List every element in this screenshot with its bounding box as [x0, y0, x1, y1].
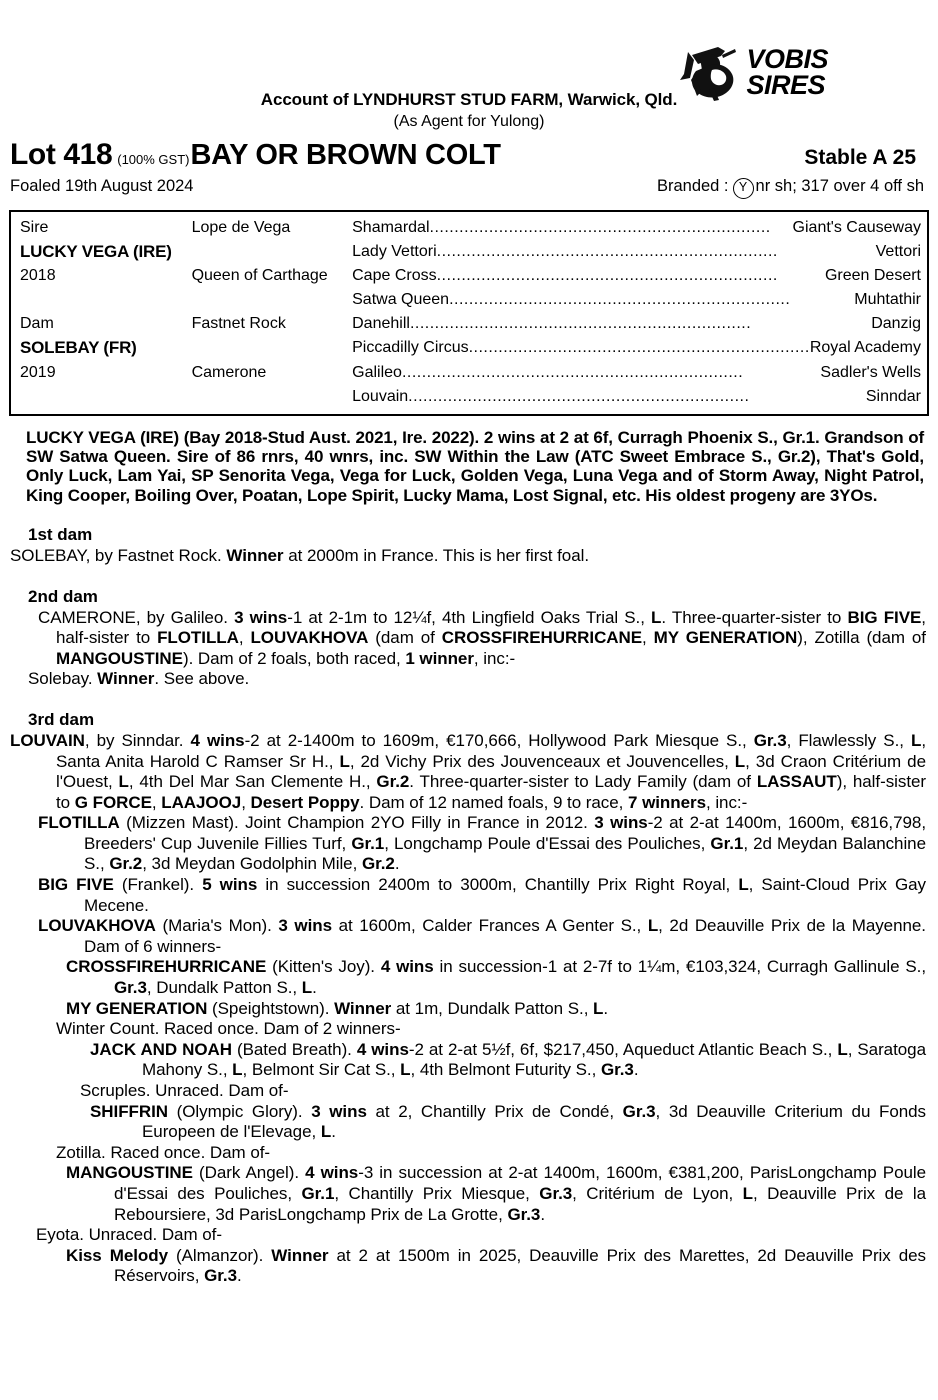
progeny-entry: LOUVAKHOVA (Maria's Mon). 3 wins at 1600m, Calder Frances A Genter S., L, 2d Deauville Prix de la Mayenne. Dam of 6 winners- — [38, 916, 926, 956]
agent-line: (As Agent for Yulong) — [393, 113, 545, 130]
logo-wordmark — [746, 44, 828, 100]
gp-row — [352, 336, 921, 360]
gp-b: Muhtathir — [854, 291, 921, 309]
progeny-entry: MANGOUSTINE (Dark Angel). 4 wins-3 in succession at 2-at 1400m, 1600m, €381,200, ParisLongchamp Poule d'Essai des Pouliches, Gr.1, Chantilly Prix Miesque, Gr.3, Critérium de Lyon, L, Deauville Prix de la Reboursiere, 3d ParisLongchamp Prix de La Grotte, Gr.3. — [66, 1163, 927, 1224]
progeny-entry: Zotilla. Raced once. Dam of- — [56, 1142, 271, 1162]
pedigree-column-great-grandparents — [352, 216, 927, 409]
gp-b: Green Desert — [824, 267, 921, 285]
leader-dots: ..................................................................... — [429, 219, 771, 236]
page-header — [0, 0, 938, 131]
heading-1st-dam: 1st dam — [28, 524, 93, 544]
sire-summary-paragraph: LUCKY VEGA (IRE) (Bay 2018-Stud Aust. 2021, Ire. 2022). 2 wins at 2 at 6f, Curragh Phoenix S., Gr.1. Grandson of SW Satwa Queen. Sire of 86 rnrs, 40 wnrs, inc. SW Within the Law (ATC Sweet Embrace S., Gr.2), That's Gold, Only Luck, Lam Yai, SP Senorita Vega, Vega for Luck, Golden Vega, Luna Vega and of Storm Away, Night Patrol, King Cooper, Boiling Over, Poatan, Lope Spirit, Lucky Mama, Lost Signal, etc. His oldest progeny are 3YOs. — [26, 427, 924, 505]
gp-b: Sadler's Wells — [820, 363, 921, 381]
second-dam-body: CAMERONE, by Galileo. 3 wins-1 at 2-1m to 12¼f, 4th Lingfield Oaks Trial S., L. Three-quarter-sister to BIG FIVE, half-sister to FLOTILLA, LOUVAKHOVA (dam of CROSSFIREHURRICANE, MY GENERATION), Zotilla (dam of MANGOUSTINE). Dam of 2 foals, both raced, 1 winner, inc:- — [38, 607, 926, 668]
dam-sire: Fastnet Rock — [191, 315, 286, 333]
leader-dots: ..................................................................... — [408, 387, 750, 405]
gp-b: Royal Academy — [809, 339, 921, 357]
progeny-entries — [10, 813, 926, 1287]
lot-number: Lot 418 — [10, 138, 113, 171]
stable-number: Stable A 25 — [804, 146, 916, 169]
pedigree-column-parents — [11, 216, 192, 409]
gp-b: Danzig — [871, 315, 921, 333]
gp-a: Louvain — [352, 387, 409, 405]
gp-b: Sinndar — [865, 387, 921, 405]
gp-a: Cape Cross — [352, 267, 437, 285]
dam-dam: Camerone — [191, 363, 267, 381]
progeny-entry: Winter Count. Raced once. Dam of 2 winners- — [56, 1019, 401, 1039]
gp-b: Vettori — [875, 243, 921, 261]
logo-line-sires: SIRES — [746, 70, 825, 100]
progeny-entry: Kiss Melody (Almanzor). Winner at 2 at 1500m in 2025, Deauville Prix des Marettes, 2d Deauville Prix des Réservoirs, Gr.3. — [66, 1245, 926, 1286]
leader-dots: ..................................................................... — [409, 315, 752, 333]
gp-b: Giant's Causeway — [792, 219, 921, 236]
gp-a: Lady Vettori — [352, 243, 437, 261]
sire-name: LUCKY VEGA (IRE) — [20, 242, 172, 262]
progeny-entry: CROSSFIREHURRICANE (Kitten's Joy). 4 wins in succession-1 at 2-7f to 1¼m, €103,324, Curragh Gallinule S., Gr.3, Dundalk Patton S., L. — [66, 957, 926, 998]
pedigree-column-grandparents — [192, 216, 353, 409]
gp-row — [352, 216, 921, 240]
leader-dots: ..................................................................... — [468, 339, 810, 357]
dam-name: SOLEBAY (FR) — [20, 338, 137, 358]
sire-dam: Queen of Carthage — [191, 267, 328, 285]
gp-row — [352, 361, 921, 385]
sire-role-label: Sire — [20, 219, 49, 236]
gp-row — [352, 288, 921, 312]
logo-line-vobis: VOBIS — [746, 44, 828, 75]
gp-row — [352, 385, 921, 409]
progeny-entry: SHIFFRIN (Olympic Glory). 3 wins at 2, Chantilly Prix de Condé, Gr.3, 3d Deauville Criterium du Fonds Europeen de l'Elevage, L. — [90, 1101, 926, 1142]
progeny-entry: Scruples. Unraced. Dam of- — [80, 1081, 289, 1100]
gp-row — [352, 264, 921, 288]
branded-group — [657, 176, 926, 197]
first-dam-body: SOLEBAY, by Fastnet Rock. Winner at 2000m in France. This is her first foal. — [10, 545, 590, 565]
sire-sire: Lope de Vega — [191, 219, 291, 236]
third-dam-body: LOUVAIN, by Sinndar. 4 wins-2 at 2-1400m to 1609m, €170,666, Hollywood Park Miesque S., Gr.3, Flawlessly S., L, Santa Anita Harold C Ramser Sr H., L, 2d Vichy Prix des Jouvenceaux et Jouvencelles, L, 3d Craon Critérium de l'Ouest, L, 4th Del Mar San Clemente H., Gr.2. Three-quarter-sister to Lady Family (dam of LASSAUT), half-sister to G FORCE, LAAJOOJ, Desert Poppy. Dam of 12 named foals, 9 to race, 7 winners, inc:- — [10, 730, 927, 812]
leader-dots: ..................................................................... — [436, 267, 778, 285]
vobis-sires-logo — [678, 44, 828, 102]
heading-3rd-dam: 3rd dam — [28, 709, 95, 729]
leader-dots: ..................................................................... — [449, 291, 791, 309]
leader-dots: ..................................................................... — [401, 363, 744, 381]
dam-year: 2019 — [20, 363, 56, 381]
heading-2nd-dam: 2nd dam — [28, 586, 98, 606]
second-dam-sub: Solebay. Winner. See above. — [28, 669, 250, 689]
gp-a: Shamardal — [352, 219, 430, 236]
gp-a: Danehill — [352, 315, 410, 333]
progeny-entry: Eyota. Unraced. Dam of- — [36, 1225, 222, 1245]
dam-sections — [10, 505, 926, 1287]
gp-a: Satwa Queen — [352, 291, 450, 309]
gp-a: Piccadilly Circus — [352, 339, 469, 357]
branded-label: Branded : — [656, 177, 729, 195]
foaled-date: Foaled 19th August 2024 — [10, 177, 194, 195]
progeny-entry: BIG FIVE (Frankel). 5 wins in succession 2400m to 3000m, Chantilly Prix Right Royal, L, Saint-Cloud Prix Gay Mecene. — [38, 875, 926, 915]
progeny-entry: JACK AND NOAH (Bated Breath). 4 wins-2 at 2-at 5½f, 6f, $217,450, Aqueduct Atlantic Beach S., L, Saratoga Mahony S., L, Belmont Sir Cat S., L, 4th Belmont Futurity S., Gr.3. — [90, 1039, 926, 1080]
jockey-horse-icon — [678, 44, 740, 102]
leader-dots: ..................................................................... — [436, 243, 778, 261]
gp-a: Galileo — [352, 363, 402, 381]
dam-role-label: Dam — [20, 315, 54, 333]
pedigree-table — [9, 210, 929, 416]
branded-detail: nr sh; 317 over 4 off sh — [755, 177, 924, 195]
brand-symbol-icon: Y — [733, 178, 754, 199]
account-line: Account of LYNDHURST STUD FARM, Warwick, Qld. — [260, 90, 678, 109]
foaled-branded-line — [0, 172, 938, 197]
gp-row — [352, 240, 921, 264]
progeny-entry: FLOTILLA (Mizzen Mast). Joint Champion 2YO Filly in France in 2012. 3 wins-2 at 2-at 1400m, 1600m, €816,798, Breeders' Cup Juvenile Fillies Turf, Gr.1, Longchamp Poule d'Essai des Pouliches, Gr.1, 2d Meydan Balanchine S., Gr.2, 3d Meydan Godolphin Mile, Gr.2. — [38, 813, 926, 874]
lot-description: BAY OR BROWN COLT — [190, 139, 501, 171]
sire-year: 2018 — [20, 267, 56, 285]
lot-line — [0, 138, 938, 172]
gp-row — [352, 312, 921, 336]
gst-note: (100% GST) — [117, 152, 190, 167]
progeny-entry: MY GENERATION (Speightstown). Winner at 1m, Dundalk Patton S., L. — [66, 998, 609, 1018]
